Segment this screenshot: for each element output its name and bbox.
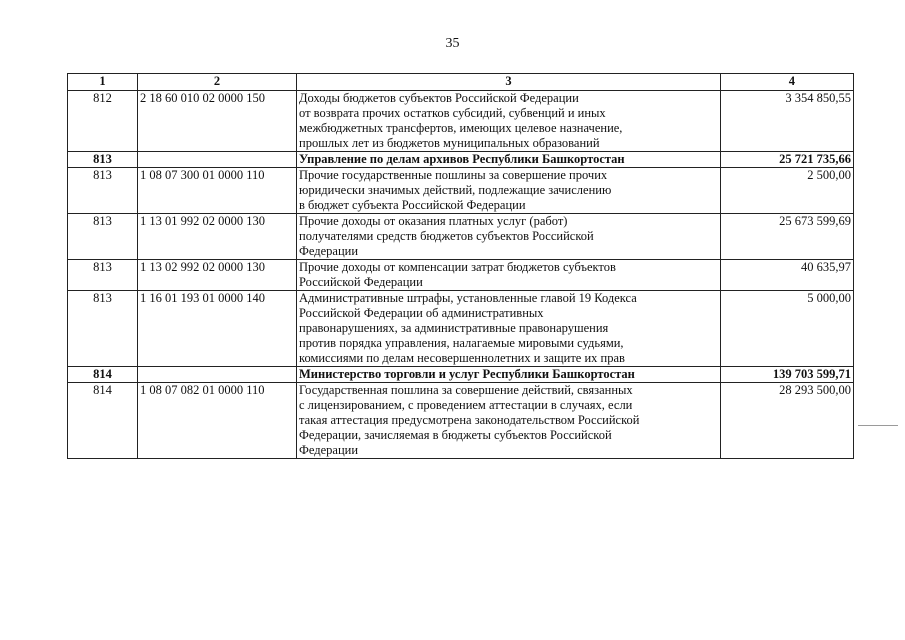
amount-cell: 28 293 500,00 [721, 383, 854, 459]
budget-classification-code-cell: 1 13 02 992 02 0000 130 [138, 260, 297, 291]
chapter-code-cell: 813 [68, 214, 138, 260]
column-header: 1 [68, 74, 138, 91]
amount-cell: 139 703 599,71 [721, 367, 854, 383]
administrator-name-cell: Управление по делам архивов Республики Башкортостан [297, 152, 721, 168]
budget-table [67, 73, 854, 459]
chapter-code-cell: 814 [68, 367, 138, 383]
budget-classification-code-cell [138, 152, 297, 168]
budget-classification-code-cell: 1 08 07 300 01 0000 110 [138, 168, 297, 214]
revenue-description-cell: Прочие доходы от компенсации затрат бюджетов субъектов Российской Федерации [297, 260, 721, 291]
amount-cell: 25 673 599,69 [721, 214, 854, 260]
chapter-code-cell: 814 [68, 383, 138, 459]
budget-classification-code-cell: 1 13 01 992 02 0000 130 [138, 214, 297, 260]
table-row [68, 291, 854, 367]
chapter-code-cell: 813 [68, 291, 138, 367]
column-header: 4 [721, 74, 854, 91]
budget-classification-code-cell: 1 16 01 193 01 0000 140 [138, 291, 297, 367]
table-row [68, 260, 854, 291]
amount-cell: 2 500,00 [721, 168, 854, 214]
column-header: 3 [297, 74, 721, 91]
revenue-description-cell: Доходы бюджетов субъектов Российской Федерации от возврата прочих остатков субсидий, субвенций и иных межбюджетных трансфертов, имеющих целевое назначение, прошлых лет из бюджетов муниципальных образований [297, 91, 721, 152]
revenue-description-cell: Административные штрафы, установленные главой 19 Кодекса Российской Федерации об административных правонарушениях, за административные правонарушения против порядка управления, налагаемые мировыми судьями, комиссиями по делам несовершеннолетних и защите их прав [297, 291, 721, 367]
chapter-code-cell: 813 [68, 168, 138, 214]
administrator-name-cell: Министерство торговли и услуг Республики Башкортостан [297, 367, 721, 383]
revenue-description-cell: Прочие государственные пошлины за совершение прочих юридически значимых действий, подлежащие зачислению в бюджет субъекта Российской Федерации [297, 168, 721, 214]
scan-edge-line [858, 425, 898, 426]
budget-classification-code-cell: 1 08 07 082 01 0000 110 [138, 383, 297, 459]
budget-classification-code-cell [138, 367, 297, 383]
table-row [68, 383, 854, 459]
table-row-administrator-total [68, 152, 854, 168]
amount-cell: 3 354 850,55 [721, 91, 854, 152]
table-row [68, 168, 854, 214]
table-header-row [68, 74, 854, 91]
amount-cell: 40 635,97 [721, 260, 854, 291]
revenue-description-cell: Прочие доходы от оказания платных услуг (работ) получателями средств бюджетов субъектов Российской Федерации [297, 214, 721, 260]
column-header: 2 [138, 74, 297, 91]
table-row [68, 214, 854, 260]
chapter-code-cell: 813 [68, 260, 138, 291]
chapter-code-cell: 812 [68, 91, 138, 152]
table-row-administrator-total [68, 367, 854, 383]
amount-cell: 25 721 735,66 [721, 152, 854, 168]
chapter-code-cell: 813 [68, 152, 138, 168]
page-number: 35 [445, 36, 460, 51]
budget-classification-code-cell: 2 18 60 010 02 0000 150 [138, 91, 297, 152]
amount-cell: 5 000,00 [721, 291, 854, 367]
revenue-description-cell: Государственная пошлина за совершение действий, связанных с лицензированием, с проведением аттестации в случаях, если такая аттестация предусмотрена законодательством Российской Федерации, зачисляемая в бюджеты субъектов Российской Федерации [297, 383, 721, 459]
table-row [68, 91, 854, 152]
